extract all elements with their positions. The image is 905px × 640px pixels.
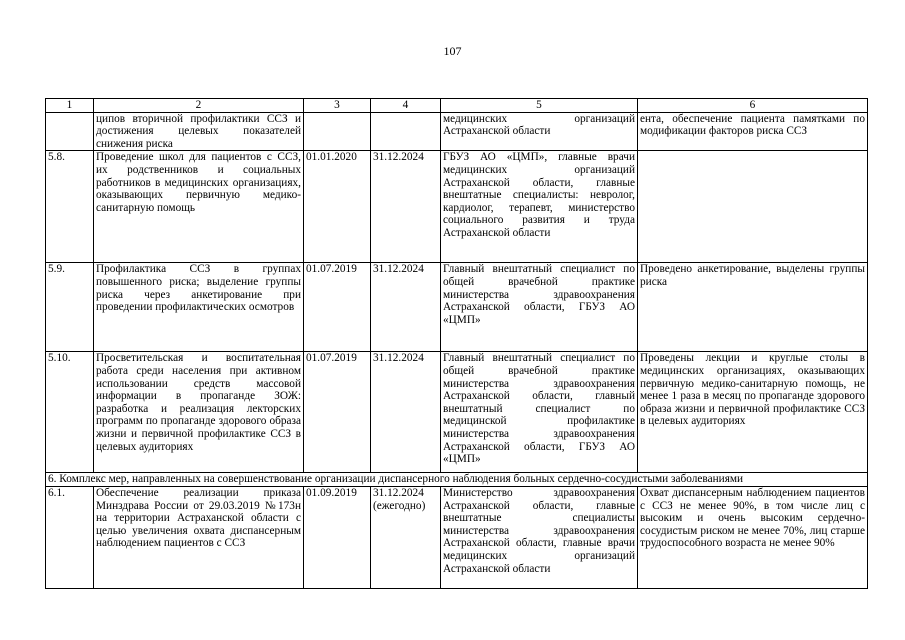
table-row	[46, 352, 868, 473]
column-number: 5	[441, 99, 638, 113]
result-cell: Охват диспансерным наблюдением пациентов с ССЗ не менее 90%, в том числе лиц с высоким и очень высоким сердечно-сосудистым риском не менее 70%, лиц старше трудоспособного возраста не менее 90%	[638, 486, 868, 588]
start-date-cell	[304, 112, 371, 151]
section-header-row	[46, 473, 868, 487]
column-number: 1	[46, 99, 94, 113]
table-row-continuation	[46, 112, 868, 151]
measure-cell: Просветительская и воспитательная работа среди населения при активном использовании средств массовой информации в пропаганде ЗОЖ: разработка и реализация лекторских программ по пропаганде здорового образа жизни и первичной профилактике ССЗ в целевых аудиториях	[94, 352, 304, 473]
column-number: 6	[638, 99, 868, 113]
table-row	[46, 151, 868, 263]
start-date-cell: 01.01.2020	[304, 151, 371, 263]
row-number: 5.10.	[46, 352, 94, 473]
table-row	[46, 486, 868, 588]
responsible-cell: Главный внештатный специалист по общей врачебной практике министерства здравоохранения Астраханской области, главный внештатный специалист по медицинской профилактике министерства здравоохранения Астраханской области, ГБУЗ АО «ЦМП»	[441, 352, 638, 473]
end-date-cell: 31.12.2024	[371, 263, 441, 352]
start-date-cell: 01.09.2019	[304, 486, 371, 588]
end-date-cell: 31.12.2024	[371, 352, 441, 473]
result-cell: Проведено анкетирование, выделены группы риска	[638, 263, 868, 352]
measure-cell: Профилактика ССЗ в группах повышенного риска; выделение группы риска через анкетирование при проведении профилактических осмотров	[94, 263, 304, 352]
page-number: 107	[443, 44, 462, 58]
end-date-note: (ежегодно)	[373, 499, 426, 512]
responsible-cell: Министерство здравоохранения Астраханской области, главные внештатные специалисты министерства здравоохранения Астраханской области, главные врачи медицинских организаций Астраханской области	[441, 486, 638, 588]
measure-cell: ципов вторичной профилактики ССЗ и достижения целевых показателей снижения риска	[94, 112, 304, 151]
result-cell: Проведены лекции и круглые столы в медицинских организациях, оказывающих первичную медико-санитарную помощь, не менее 1 раза в месяц по пропаганде здорового образа жизни и первичной профилактике ССЗ в целевых аудиториях	[638, 352, 868, 473]
column-number-row	[46, 99, 868, 113]
column-number: 4	[371, 99, 441, 113]
responsible-cell: Главный внештатный специалист по общей врачебной практике министерства здравоохранения Астраханской области, ГБУЗ АО «ЦМП»	[441, 263, 638, 352]
plan-table	[45, 98, 868, 589]
column-number: 3	[304, 99, 371, 113]
start-date-cell: 01.07.2019	[304, 352, 371, 473]
start-date-cell: 01.07.2019	[304, 263, 371, 352]
responsible-cell: медицинских организаций Астраханской области	[441, 112, 638, 151]
row-number: 5.8.	[46, 151, 94, 263]
result-cell	[638, 151, 868, 263]
row-number: 5.9.	[46, 263, 94, 352]
measure-cell: Обеспечение реализации приказа Минздрава России от 29.03.2019 №173н на территории Астраханской области с целью увеличения охвата диспансерным наблюдением пациентов с ССЗ	[94, 486, 304, 588]
responsible-cell: ГБУЗ АО «ЦМП», главные врачи медицинских организаций Астраханской области, главные внештатные специалисты: невролог, кардиолог, терапевт, министерство социального развития и труда Астраханской области	[441, 151, 638, 263]
section-title: 6. Комплекс мер, направленных на совершенствование организации диспансерного наблюдения больных сердечно-сосудистыми заболеваниями	[46, 473, 868, 487]
end-date-cell	[371, 486, 441, 588]
row-number	[46, 112, 94, 151]
end-date-cell	[371, 112, 441, 151]
result-cell: ента, обеспечение пациента памятками по модификации факторов риска ССЗ	[638, 112, 868, 151]
row-number: 6.1.	[46, 486, 94, 588]
table-row	[46, 263, 868, 352]
measure-cell: Проведение школ для пациентов с ССЗ, их родственников и социальных работников в медицинских организациях, оказывающих первичную медико-санитарную помощь	[94, 151, 304, 263]
end-date-cell: 31.12.2024	[371, 151, 441, 263]
column-number: 2	[94, 99, 304, 113]
end-date: 31.12.2024	[373, 486, 424, 499]
